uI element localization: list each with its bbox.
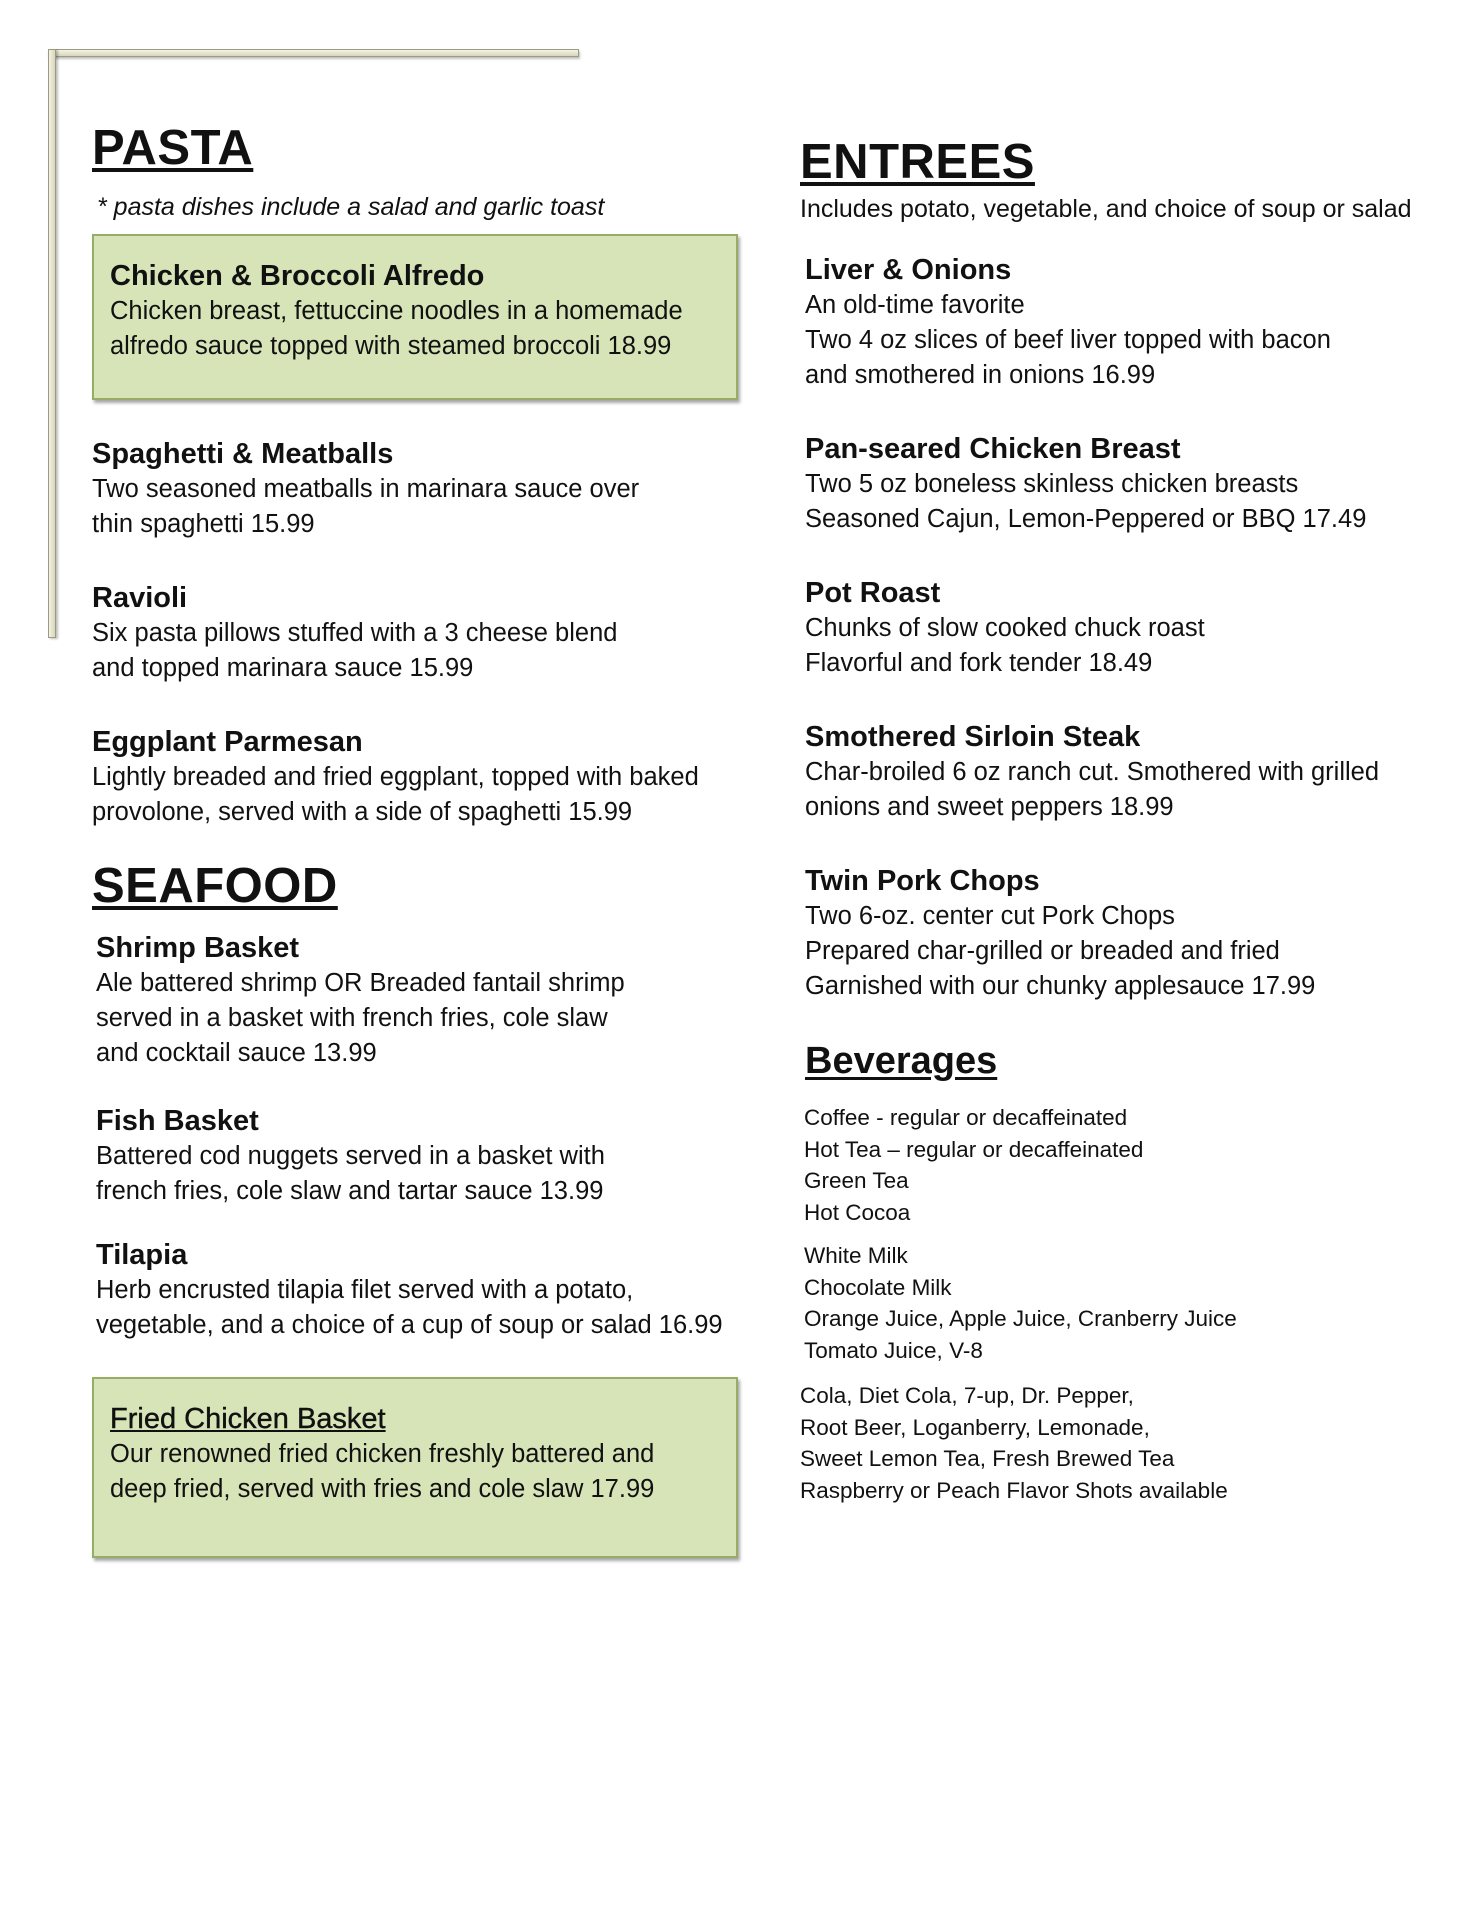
menu-item-pork-chops — [805, 863, 1460, 1004]
left-column — [92, 118, 752, 1558]
entrees-title: ENTREES — [800, 135, 1035, 189]
item-line: and smothered in onions 16.99 — [805, 361, 1156, 389]
beverage-line: Root Beer, Loganberry, Lemonade, — [800, 1414, 1150, 1440]
entrees-note: Includes potato, vegetable, and choice of soup or salad — [800, 195, 1412, 223]
menu-item-fish-basket — [96, 1103, 752, 1209]
featured-item-fried-chicken — [92, 1377, 738, 1558]
seafood-title: SEAFOOD — [92, 859, 338, 913]
beverage-line: Hot Tea – regular or decaffeinated — [804, 1136, 1144, 1162]
item-description — [805, 288, 1460, 393]
featured-item-alfredo — [92, 234, 738, 400]
item-description — [805, 611, 1460, 681]
menu-item-pot-roast — [805, 575, 1460, 681]
beverage-line: Coffee - regular or decaffeinated — [804, 1105, 1128, 1130]
beverage-line: White Milk — [804, 1243, 908, 1268]
item-line: and topped marinara sauce 15.99 — [92, 654, 474, 682]
item-description — [805, 899, 1460, 1004]
item-name: Fried Chicken Basket — [110, 1403, 386, 1435]
item-name: Twin Pork Chops — [805, 865, 1040, 897]
decorative-bracket-top — [48, 49, 579, 57]
menu-item-tilapia — [96, 1237, 752, 1343]
item-line: served in a basket with french fries, cole slaw — [96, 1004, 608, 1032]
item-description — [805, 467, 1460, 537]
item-line: Six pasta pillows stuffed with a 3 cheese blend — [92, 619, 618, 647]
beverage-line: Green Tea — [804, 1168, 909, 1193]
beverage-group-milk-juice — [804, 1240, 1460, 1366]
item-line: Two seasoned meatballs in marinara sauce over — [92, 475, 640, 503]
item-line: Flavorful and fork tender 18.49 — [805, 649, 1153, 677]
item-name: Pot Roast — [805, 577, 941, 609]
item-name: Tilapia — [96, 1239, 188, 1271]
item-line: An old-time favorite — [805, 291, 1025, 319]
menu-item-shrimp-basket — [96, 930, 752, 1071]
item-description — [92, 616, 752, 686]
menu-item-ravioli — [92, 580, 752, 686]
item-description — [92, 760, 752, 830]
item-name: Shrimp Basket — [96, 932, 300, 964]
beverage-group-soda — [800, 1380, 1460, 1506]
item-name: Eggplant Parmesan — [92, 726, 363, 758]
item-line: Prepared char-grilled or breaded and fried — [805, 937, 1280, 965]
item-line: Seasoned Cajun, Lemon-Peppered or BBQ 17.49 — [805, 505, 1367, 533]
item-description — [96, 1273, 752, 1343]
beverages-title: Beverages — [805, 1040, 998, 1082]
beverage-line: Cola, Diet Cola, 7-up, Dr. Pepper, — [800, 1383, 1134, 1408]
beverage-line: Sweet Lemon Tea, Fresh Brewed Tea — [800, 1446, 1175, 1471]
item-line: french fries, cole slaw and tartar sauce 13.99 — [96, 1177, 604, 1205]
item-description — [96, 966, 752, 1071]
item-line: Our renowned fried chicken freshly battered and — [110, 1440, 655, 1468]
pasta-note: * pasta dishes include a salad and garlic toast — [97, 193, 605, 221]
item-description — [92, 472, 752, 542]
beverage-line: Chocolate Milk — [804, 1274, 952, 1300]
item-description — [110, 294, 720, 364]
item-line: Garnished with our chunky applesauce 17.99 — [805, 972, 1316, 1000]
beverage-group-hot — [804, 1102, 1460, 1228]
item-line: Char-broiled 6 oz ranch cut. Smothered with grilled — [805, 758, 1380, 786]
item-line: Chunks of slow cooked chuck roast — [805, 614, 1205, 642]
menu-item-sirloin-steak — [805, 719, 1460, 825]
beverage-line: Orange Juice, Apple Juice, Cranberry Juice — [804, 1306, 1237, 1331]
item-line: Ale battered shrimp OR Breaded fantail shrimp — [96, 969, 625, 997]
item-line: Chicken breast, fettuccine noodles in a homemade — [110, 297, 683, 325]
item-line: provolone, served with a side of spaghetti 15.99 — [92, 798, 633, 826]
item-line: Herb encrusted tilapia filet served with a potato, — [96, 1276, 634, 1304]
menu-item-liver-onions — [805, 252, 1460, 393]
item-line: onions and sweet peppers 18.99 — [805, 793, 1174, 821]
menu-item-spaghetti — [92, 436, 752, 542]
menu-item-chicken-breast — [805, 431, 1460, 537]
menu-item-eggplant — [92, 724, 752, 830]
item-name: Liver & Onions — [805, 254, 1012, 286]
item-line: Two 6-oz. center cut Pork Chops — [805, 902, 1175, 930]
item-name: Spaghetti & Meatballs — [92, 438, 394, 470]
right-column — [800, 132, 1460, 1506]
item-name: Ravioli — [92, 582, 188, 614]
item-line: alfredo sauce topped with steamed broccoli 18.99 — [110, 332, 672, 360]
beverage-line: Tomato Juice, V-8 — [804, 1337, 983, 1363]
item-line: Two 5 oz boneless skinless chicken breasts — [805, 470, 1299, 498]
decorative-bracket-side — [48, 49, 56, 638]
item-line: deep fried, served with fries and cole slaw 17.99 — [110, 1475, 655, 1503]
item-line: thin spaghetti 15.99 — [92, 510, 315, 538]
item-line: Two 4 oz slices of beef liver topped with bacon — [805, 326, 1331, 354]
item-name: Chicken & Broccoli Alfredo — [110, 260, 485, 292]
beverage-line: Raspberry or Peach Flavor Shots available — [800, 1477, 1228, 1503]
item-name: Fish Basket — [96, 1105, 259, 1137]
item-description — [110, 1437, 720, 1507]
item-line: vegetable, and a choice of a cup of soup or salad 16.99 — [96, 1311, 723, 1339]
beverage-line: Hot Cocoa — [804, 1199, 911, 1225]
item-name: Pan-seared Chicken Breast — [805, 433, 1181, 465]
item-description — [96, 1139, 752, 1209]
item-line: Battered cod nuggets served in a basket with — [96, 1142, 605, 1170]
pasta-title: PASTA — [92, 121, 254, 175]
item-name: Smothered Sirloin Steak — [805, 721, 1141, 753]
item-line: and cocktail sauce 13.99 — [96, 1039, 377, 1067]
item-line: Lightly breaded and fried eggplant, topped with baked — [92, 763, 699, 791]
item-description — [805, 755, 1460, 825]
